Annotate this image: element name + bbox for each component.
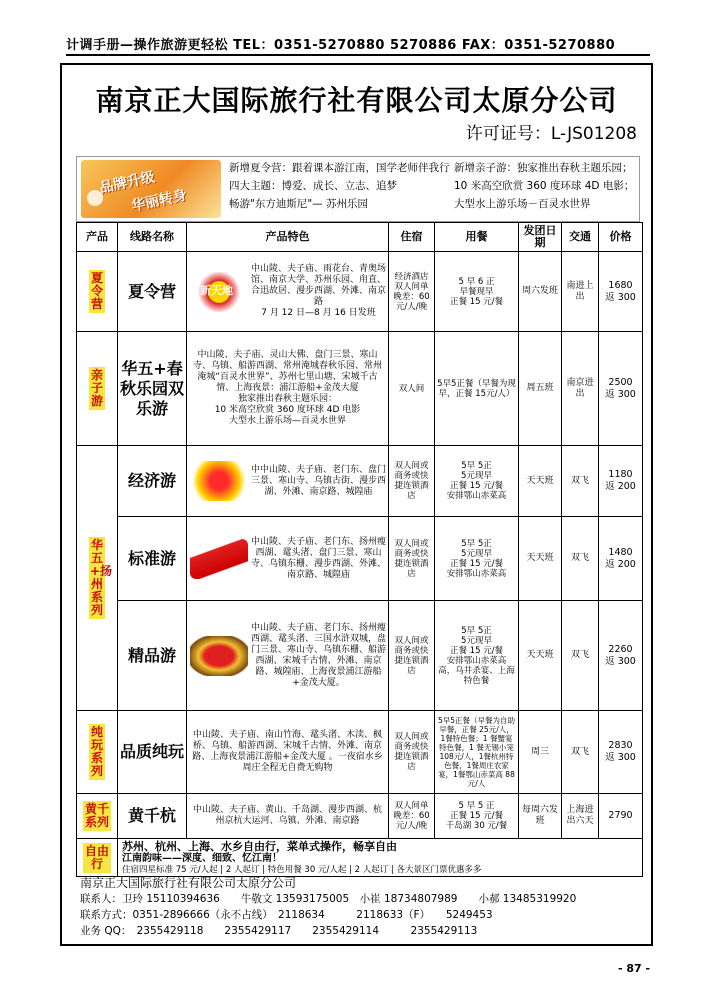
route-huangqian: 黄千杭 bbox=[118, 794, 187, 839]
banner-line-1: 品牌升级 bbox=[98, 169, 157, 197]
promo-box bbox=[76, 156, 640, 222]
promo-suzhou-park: 畅游"东方迪斯尼"— 苏州乐园 bbox=[229, 198, 368, 210]
header-price: 价格 bbox=[599, 223, 643, 252]
header-stay: 住宿 bbox=[389, 223, 435, 252]
header-feature: 产品特色 bbox=[187, 223, 389, 252]
footer-phones: 联系方式：0351-2896666（永不占线） 2118634 2118633（F） 5249453 bbox=[80, 909, 493, 921]
header-product: 产品 bbox=[77, 223, 118, 252]
table-row: 标准游 中山陵、夫子庙、老门东、扬州瘦西湖、鼋头渚、盘门三景、寒山寺、乌镇东栅、漫步西湖、外滩、南京路、城隍庙 双人间或商务或快捷连锁酒店 5早 5正 5元现早 正餐 15 元/餐 安排鄂山赤菜高 天天班 双飞 1480 返 200 bbox=[77, 517, 643, 601]
promo-water-park: 大型水上游乐场－百灵水世界 bbox=[454, 198, 591, 210]
promo-themes: 四大主题：博爱、成长、立志、追梦 bbox=[229, 180, 397, 192]
premium-logo bbox=[190, 636, 248, 676]
category-quality: 纯玩系列 bbox=[90, 725, 103, 778]
table-row: 纯玩系列 品质纯玩 中山陵、夫子庙、南山竹海、鼋头渚、木渎、枫桥、乌镇、船游西湖、宋城千古情、外滩、南京路、上海夜景浦江游船+金茂大厦 。一夜宿水乡周庄全程无自费无购物 双人间或商务或快捷连锁酒店 5早5正餐（早餐为自助早餐，正餐 25元/人，1餐特色餐；1 餐蟹宴特色餐，1 餐无锡小笼 108元/人，1餐杭州特色餐，1餐周庄农家宴，1餐鄂山赤菜高 88 元/人 周三 双飞 2830 返 300 bbox=[77, 711, 643, 794]
page-number: - 87 - bbox=[618, 962, 651, 975]
table-row: 夏令营 夏令营 新天地 中山陵、夫子庙、雨花台、青奥场馆、南京大学、苏州乐园、甪直、合迅故居、漫步西湖、外滩、南京路 7 月 12 日—8 月 16 日发班 经济酒店双人间单晚差：60 元/人/晚 5 早 6 正 早餐现早 正餐 15 元/餐 周六发班 南进上出 1680 返 300 bbox=[77, 252, 643, 332]
category-free: 自由行 bbox=[84, 843, 109, 871]
footer-company: 南京正大国际旅行社有限公司太原分公司 bbox=[80, 876, 297, 890]
promo-family-trip: 新增亲子游：独家推出春秋主题乐园； bbox=[454, 162, 633, 174]
feature-cell: 中山陵、夫子庙、灵山大佛、盘门三景、寒山寺、乌镇、船游西湖、常州淹城春秋乐园、常州淹城“百灵水世界”、苏州七里山塘、宋城千古情、上海夜景：浦江游船+金茂大厦 独家推出春秋主题乐园： 10 米高空欣赏 360 度环球 4D 电影 大型水上游乐场—百灵水世界 bbox=[187, 332, 389, 446]
standard-logo bbox=[190, 539, 248, 579]
feature-cell: 中中山陵、夫子庙、老门东、盘门三景、寒山寺、乌镇古街、漫步西湖、外滩、南京路、城隍庙 bbox=[187, 446, 389, 517]
header-meal: 用餐 bbox=[435, 223, 519, 252]
category-family: 亲子游 bbox=[90, 368, 103, 408]
table-row: 华五+扬州系列 经济游 中中山陵、夫子庙、老门东、盘门三景、寒山寺、乌镇古街、漫步西湖、外滩、南京路、城隍庙 双人间或商务或快捷连锁酒店 5早 5正 5元现早 正餐 15 元/餐 安排鄂山赤菜高 天天班 双飞 1180 返 200 bbox=[77, 446, 643, 517]
brochure-frame bbox=[60, 63, 653, 946]
route-family: 华五+春秋乐园双乐游 bbox=[118, 332, 187, 446]
header-depart: 发团日期 bbox=[519, 223, 562, 252]
category-huawu-yangzhou: 华五+扬州系列 bbox=[90, 538, 113, 617]
table-row: 黄千系列 黄千杭 中山陵、夫子庙、黄山、千岛湖、漫步西湖、杭州京杭大运河、乌镇、外滩、南京路 双人间单晚差：60 元/人/晚 5 早 5 正 正餐 15 元/餐 千岛湖 30 元/餐 每周六发班 上海进出六天 2790 bbox=[77, 794, 643, 839]
route-quality: 品质纯玩 bbox=[118, 711, 187, 794]
header-transport: 交通 bbox=[562, 223, 599, 252]
route-standard: 标准游 bbox=[118, 517, 187, 601]
route-summer-camp: 夏令营 bbox=[118, 252, 187, 332]
route-economy: 经济游 bbox=[118, 446, 187, 517]
product-table bbox=[76, 222, 643, 877]
company-title: 南京正大国际旅行社有限公司太原分公司 bbox=[95, 84, 618, 117]
feature-cell: 中山陵、夫子庙、南山竹海、鼋头渚、木渎、枫桥、乌镇、船游西湖、宋城千古情、外滩、南京路、上海夜景浦江游船+金茂大厦 。一夜宿水乡周庄全程无自费无购物 bbox=[187, 711, 389, 794]
category-summer: 夏令营 bbox=[90, 271, 103, 311]
feature-cell: 中山陵、夫子庙、老门东、扬州瘦西湖、鼋头渚、三国水浒双城，盘门三景、寒山寺、乌镇东栅、船游西湖、宋城千古情、外滩、南京路、城隍庙、上海夜景浦江游船+金茂大厦。 bbox=[187, 601, 389, 711]
summer-camp-logo: 新天地 bbox=[190, 272, 248, 312]
footer-contact-people: 联系人：卫玲 15110394636 牛敬文 13593175005 小崔 18734807989 小郝 13485319920 bbox=[80, 893, 577, 905]
table-row bbox=[77, 839, 643, 877]
footer-contacts bbox=[76, 875, 642, 939]
promo-4d-movie: 10 米高空欣赏 360 度环球 4D 电影； bbox=[454, 180, 635, 192]
economy-logo bbox=[190, 461, 248, 501]
feature-cell: 中山陵、夫子庙、老门东、扬州瘦西湖、鼋头渚、盘门三景、寒山寺、乌镇东栅、漫步西湖、外滩、南京路、城隍庙 bbox=[187, 517, 389, 601]
feature-cell: 中山陵、夫子庙、黄山、千岛湖、漫步西湖、杭州京杭大运河、乌镇、外滩、南京路 bbox=[187, 794, 389, 839]
license-number: 许可证号：L-JS01208 bbox=[465, 124, 637, 144]
brand-banner bbox=[81, 160, 221, 218]
category-huangqian: 黄千系列 bbox=[84, 802, 109, 829]
header-contact-bar: 计调手册—操作旅游更轻松 TEL：0351-5270880 5270886 FAX：0351-5270880 bbox=[66, 34, 650, 56]
route-premium: 精品游 bbox=[118, 601, 187, 711]
promo-summer-camp: 新增夏令营：跟着课本游江南，国学老师伴我行 bbox=[229, 162, 450, 174]
free-travel-cell: 苏州、杭州、上海、水乡自由行，菜单式操作，畅享自由 江南韵味——深度、细致、忆江南！ 住宿四星标准 75 元/人起 | 2 人起订 | 特色用餐 30 元/人起 | 2 人起订 | 各大景区门票优惠多多 bbox=[118, 839, 643, 877]
table-row: 亲子游 华五+春秋乐园双乐游 中山陵、夫子庙、灵山大佛、盘门三景、寒山寺、乌镇、船游西湖、常州淹城春秋乐园、常州淹城“百灵水世界”、苏州七里山塘、宋城千古情、上海夜景：浦江游船+金茂大厦 独家推出春秋主题乐园： 10 米高空欣赏 360 度环球 4D 电影 大型水上游乐场—百灵水世界 双人间 5早5正餐（早餐为现早，正餐 15元/人） 周五班 南京进出 2500 返 300 bbox=[77, 332, 643, 446]
footer-qq: 业务 QQ： 2355429118 2355429117 2355429114 2355429113 bbox=[80, 925, 478, 937]
banner-line-2: 华丽转身 bbox=[130, 187, 189, 215]
table-row: 精品游 中山陵、夫子庙、老门东、扬州瘦西湖、鼋头渚、三国水浒双城，盘门三景、寒山寺、乌镇东栅、船游西湖、宋城千古情、外滩、南京路、城隍庙、上海夜景浦江游船+金茂大厦。 双人间或商务或快捷连锁酒店 5早 5正 5元现早 正餐 15 元/餐 安排鄂山赤菜高 高，乌井杀宴、上海特色餐 天天班 双飞 2260 返 300 bbox=[77, 601, 643, 711]
feature-cell: 新天地 中山陵、夫子庙、雨花台、青奥场馆、南京大学、苏州乐园、甪直、合迅故居、漫步西湖、外滩、南京路 7 月 12 日—8 月 16 日发班 bbox=[187, 252, 389, 332]
header-route: 线路名称 bbox=[118, 223, 187, 252]
